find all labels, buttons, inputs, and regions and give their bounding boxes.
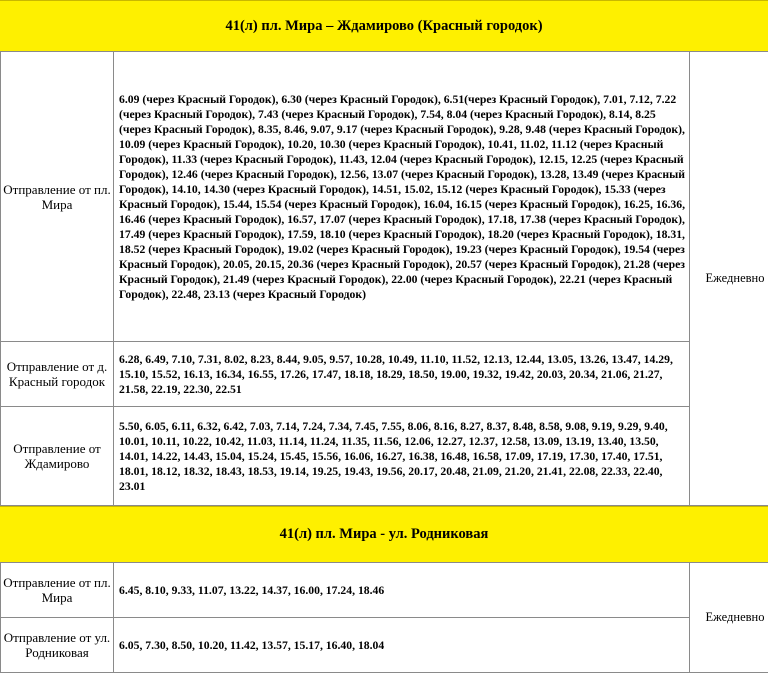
departure-times: 6.28, 6.49, 7.10, 7.31, 8.02, 8.23, 8.44, 9.05, 9.57, 10.28, 10.49, 11.10, 11.52, 12.13, 12.44, 13.05, 13.26, 13.47, 14.29, 15.10, 15.52, 16.13, 16.34, 16.55, 17.26, 17.47, 18.18, 18.29, 18.50, 19.00, 19.32, 19.42, 20.03, 20.34, 21.06, 21.27, 21.58, 22.19, 22.30, 22.51 [114, 342, 690, 407]
departure-label: Отправление от пл. Мира [1, 52, 114, 342]
departure-times: 6.09 (через Красный Городок), 6.30 (через Красный Городок), 6.51(через Красный Городок), 7.01, 7.12, 7.22 (через Красный Городок), 7.43 (через Красный Городок), 7.54, 8.04 (через Красный Городок), 8.14, 8.25 (через Красный Городок), 8.35, 8.46, 9.07, 9.17 (через Красный Городок), 9.28, 9.48 (через Красный Городок), 10.09 (через Красный Городок), 10.20, 10.30 (через Красный Городок), 10.41, 11.02, 11.12 (через Красный Городок), 11.33 (через Красный Городок), 11.43, 12.04 (через Красный Городок), 12.15, 12.25 (через Красный Городок), 12.46 (через Красный Городок), 12.56, 13.07 (через Красный Городок), 13.28, 13.49 (через Красный Городок), 14.10, 14.30 (через Красный Городок), 14.51, 15.02, 15.12 (через Красный Городок), 15.33 (через Красный Городок), 15.44, 15.54 (через Красный Городок), 16.04, 16.15 (через Красный Городок), 16.25, 16.36, 16.46 (через Красный Городок), 16.57, 17.07 (через Красный Городок), 17.18, 17.38 (через Красный Городок), 17.49 (через Красный Городок), 17.59, 18.10 (через Красный Городок), 18.20 (через Красный Городок), 18.31, 18.52 (через Красный Городок), 19.02 (через Красный Городок), 19.23 (через Красный Городок), 19.54 (через Красный Городок), 20.05, 20.15, 20.36 (через Красный Городок), 20.57 (через Красный Городок), 21.28 (через Красный Городок), 21.49 (через Красный Городок), 22.00 (через Красный Городок), 22.21 (через Красный Городок), 22.48, 23.13 (через Красный Городок) [114, 52, 690, 342]
table-row [1, 618, 768, 673]
departure-label: Отправление от ул. Родниковая [1, 618, 114, 673]
schedule-days: Ежедневно [690, 52, 768, 506]
schedule-table [0, 51, 768, 506]
table-row [1, 563, 768, 618]
departure-times: 5.50, 6.05, 6.11, 6.32, 6.42, 7.03, 7.14, 7.24, 7.34, 7.45, 7.55, 8.06, 8.16, 8.27, 8.37, 8.48, 8.58, 9.08, 9.19, 9.29, 9.40, 10.01, 10.11, 10.22, 10.42, 11.03, 11.14, 11.24, 11.35, 11.56, 12.06, 12.27, 12.37, 12.58, 13.09, 13.19, 13.40, 13.50, 14.01, 14.22, 14.43, 15.04, 15.24, 15.45, 15.56, 16.06, 16.27, 16.38, 16.48, 16.58, 17.09, 17.19, 17.30, 17.40, 17.51, 18.01, 18.12, 18.32, 18.43, 18.53, 19.14, 19.25, 19.43, 19.56, 20.17, 20.48, 21.09, 21.20, 21.41, 22.08, 22.33, 22.40, 23.01 [114, 407, 690, 506]
table-row [1, 342, 768, 407]
table-row [1, 52, 768, 342]
schedule-table [0, 562, 768, 673]
route-title-text: 41(л) пл. Мира - ул. Родниковая [280, 526, 489, 543]
departure-times: 6.45, 8.10, 9.33, 11.07, 13.22, 14.37, 16.00, 17.24, 18.46 [114, 563, 690, 618]
departure-label: Отправление от пл. Мира [1, 563, 114, 618]
route-title [0, 506, 768, 563]
departure-times: 6.05, 7.30, 8.50, 10.20, 11.42, 13.57, 15.17, 16.40, 18.04 [114, 618, 690, 673]
departure-label: Отправление от Ждамирово [1, 407, 114, 506]
route-title [0, 0, 768, 52]
schedule-days: Ежедневно [690, 563, 768, 673]
departure-label: Отправление от д. Красный городок [1, 342, 114, 407]
route-title-text: 41(л) пл. Мира – Ждамирово (Красный городок) [225, 18, 542, 35]
table-row [1, 407, 768, 506]
